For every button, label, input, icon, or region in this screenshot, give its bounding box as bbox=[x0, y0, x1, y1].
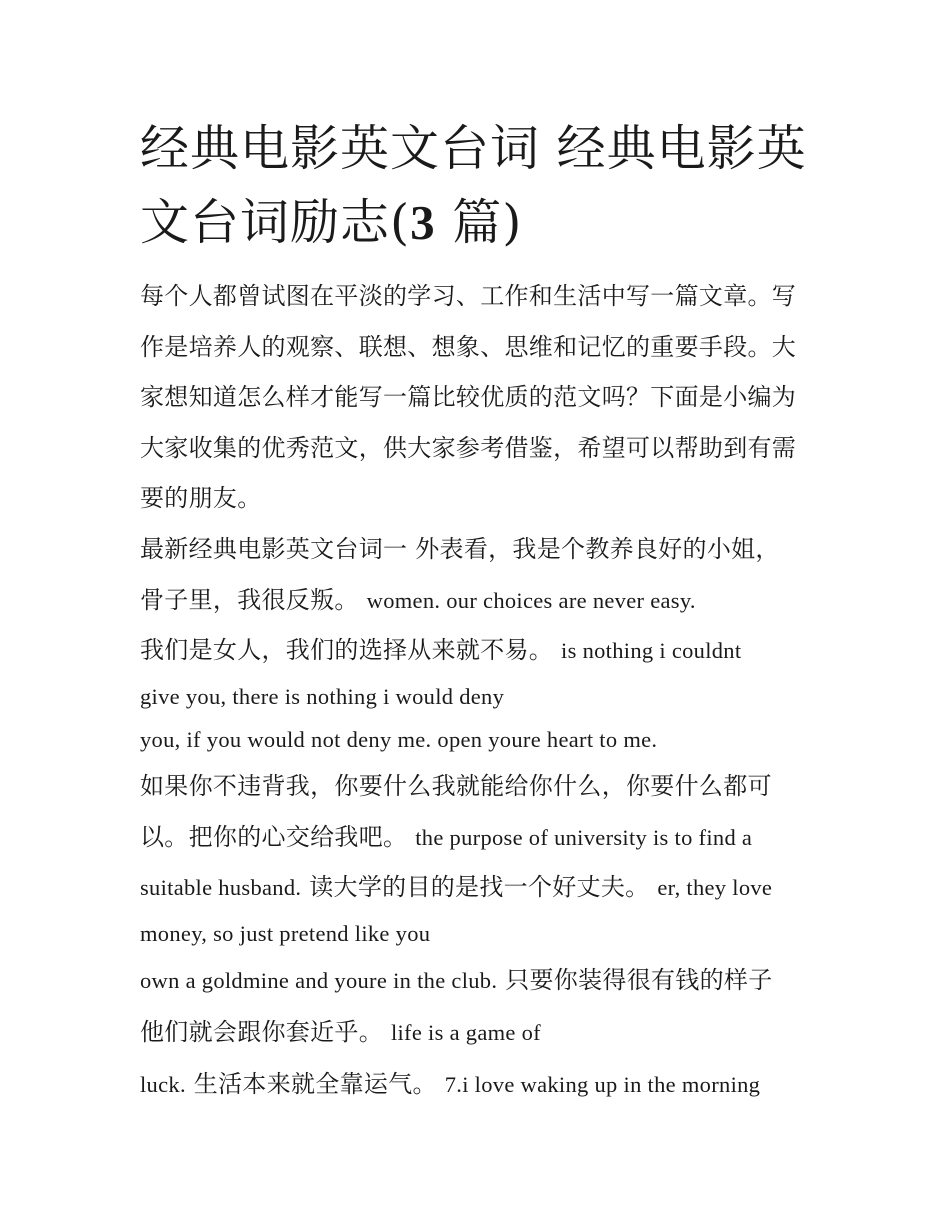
intro-line-4: 大家收集的优秀范文，供大家参考借鉴，希望可以帮助到有需 bbox=[140, 433, 797, 462]
body-line-10-zh: 只要你装得很有钱的样子 bbox=[497, 966, 773, 995]
body-line-4-en: give you, there is nothing i would deny bbox=[140, 684, 505, 710]
body-line-6 bbox=[140, 761, 820, 812]
title-number: 3 bbox=[410, 195, 436, 250]
intro-line-3: 家想知道怎么样才能写一篇比较优质的范文吗？下面是小编为 bbox=[140, 383, 797, 412]
body-line-7-en: the purpose of university is to find a bbox=[415, 824, 753, 850]
body-line-12 bbox=[140, 1059, 820, 1111]
body-line-3-en: is nothing i couldnt bbox=[561, 638, 742, 664]
body-line-10 bbox=[140, 955, 820, 1007]
body-line-12-en2: 7.i love waking up in the morning bbox=[444, 1071, 761, 1097]
body-line-8-zh: 读大学的目的是找一个好丈夫。 bbox=[301, 873, 658, 902]
body-line-6-zh: 如果你不违背我，你要什么我就能给你什么，你要什么都可 bbox=[140, 772, 772, 801]
body-line-9 bbox=[140, 912, 820, 955]
body-line-8-en: suitable husband. bbox=[140, 875, 302, 901]
body-line-1-zh: 最新经典电影英文台词一 外表看，我是个教养良好的小姐， bbox=[140, 534, 780, 563]
quotes-body bbox=[140, 524, 820, 1110]
body-line-5 bbox=[140, 718, 820, 761]
body-line-2-zh: 骨子里，我很反叛。 bbox=[140, 585, 367, 614]
intro-line-1: 每个人都曾试图在平淡的学习、工作和生活中写一篇文章。写 bbox=[140, 282, 797, 310]
body-line-11 bbox=[140, 1007, 820, 1059]
document-title bbox=[140, 112, 820, 260]
title-text-part2: 篇) bbox=[435, 194, 523, 251]
body-line-7 bbox=[140, 812, 820, 864]
body-line-9-en: money, so just pretend like you bbox=[140, 921, 431, 947]
body-line-5-en: you, if you would not deny me. open youre heart to me. bbox=[140, 727, 658, 753]
body-line-4 bbox=[140, 675, 820, 718]
body-line-12-zh: 生活本来就全靠运气。 bbox=[185, 1069, 445, 1098]
intro-paragraph bbox=[140, 271, 820, 524]
body-line-8-en2: er, they love bbox=[657, 875, 773, 901]
intro-line-5: 要的朋友。 bbox=[140, 484, 262, 513]
body-line-8 bbox=[140, 863, 820, 912]
body-line-10-en: own a goldmine and youre in the club. bbox=[140, 968, 498, 994]
body-line-7-zh: 以。把你的心交给我吧。 bbox=[140, 822, 416, 851]
body-line-2 bbox=[140, 575, 820, 627]
document-page bbox=[140, 112, 820, 1110]
body-line-3-zh: 我们是女人，我们的选择从来就不易。 bbox=[140, 636, 562, 665]
intro-line-2: 作是培养人的观察、联想、想象、思维和记忆的重要手段。大 bbox=[140, 332, 797, 361]
title-text-part1: 经典电影英文台词 经典电影英文台词励志( bbox=[140, 120, 807, 251]
body-line-2-en: women. our choices are never easy. bbox=[366, 587, 696, 613]
body-line-1 bbox=[140, 524, 820, 575]
body-line-11-en: life is a game of bbox=[390, 1019, 541, 1045]
body-line-12-en: luck. bbox=[140, 1071, 186, 1097]
body-line-11-zh: 他们就会跟你套近乎。 bbox=[140, 1017, 391, 1046]
body-line-3 bbox=[140, 626, 820, 675]
